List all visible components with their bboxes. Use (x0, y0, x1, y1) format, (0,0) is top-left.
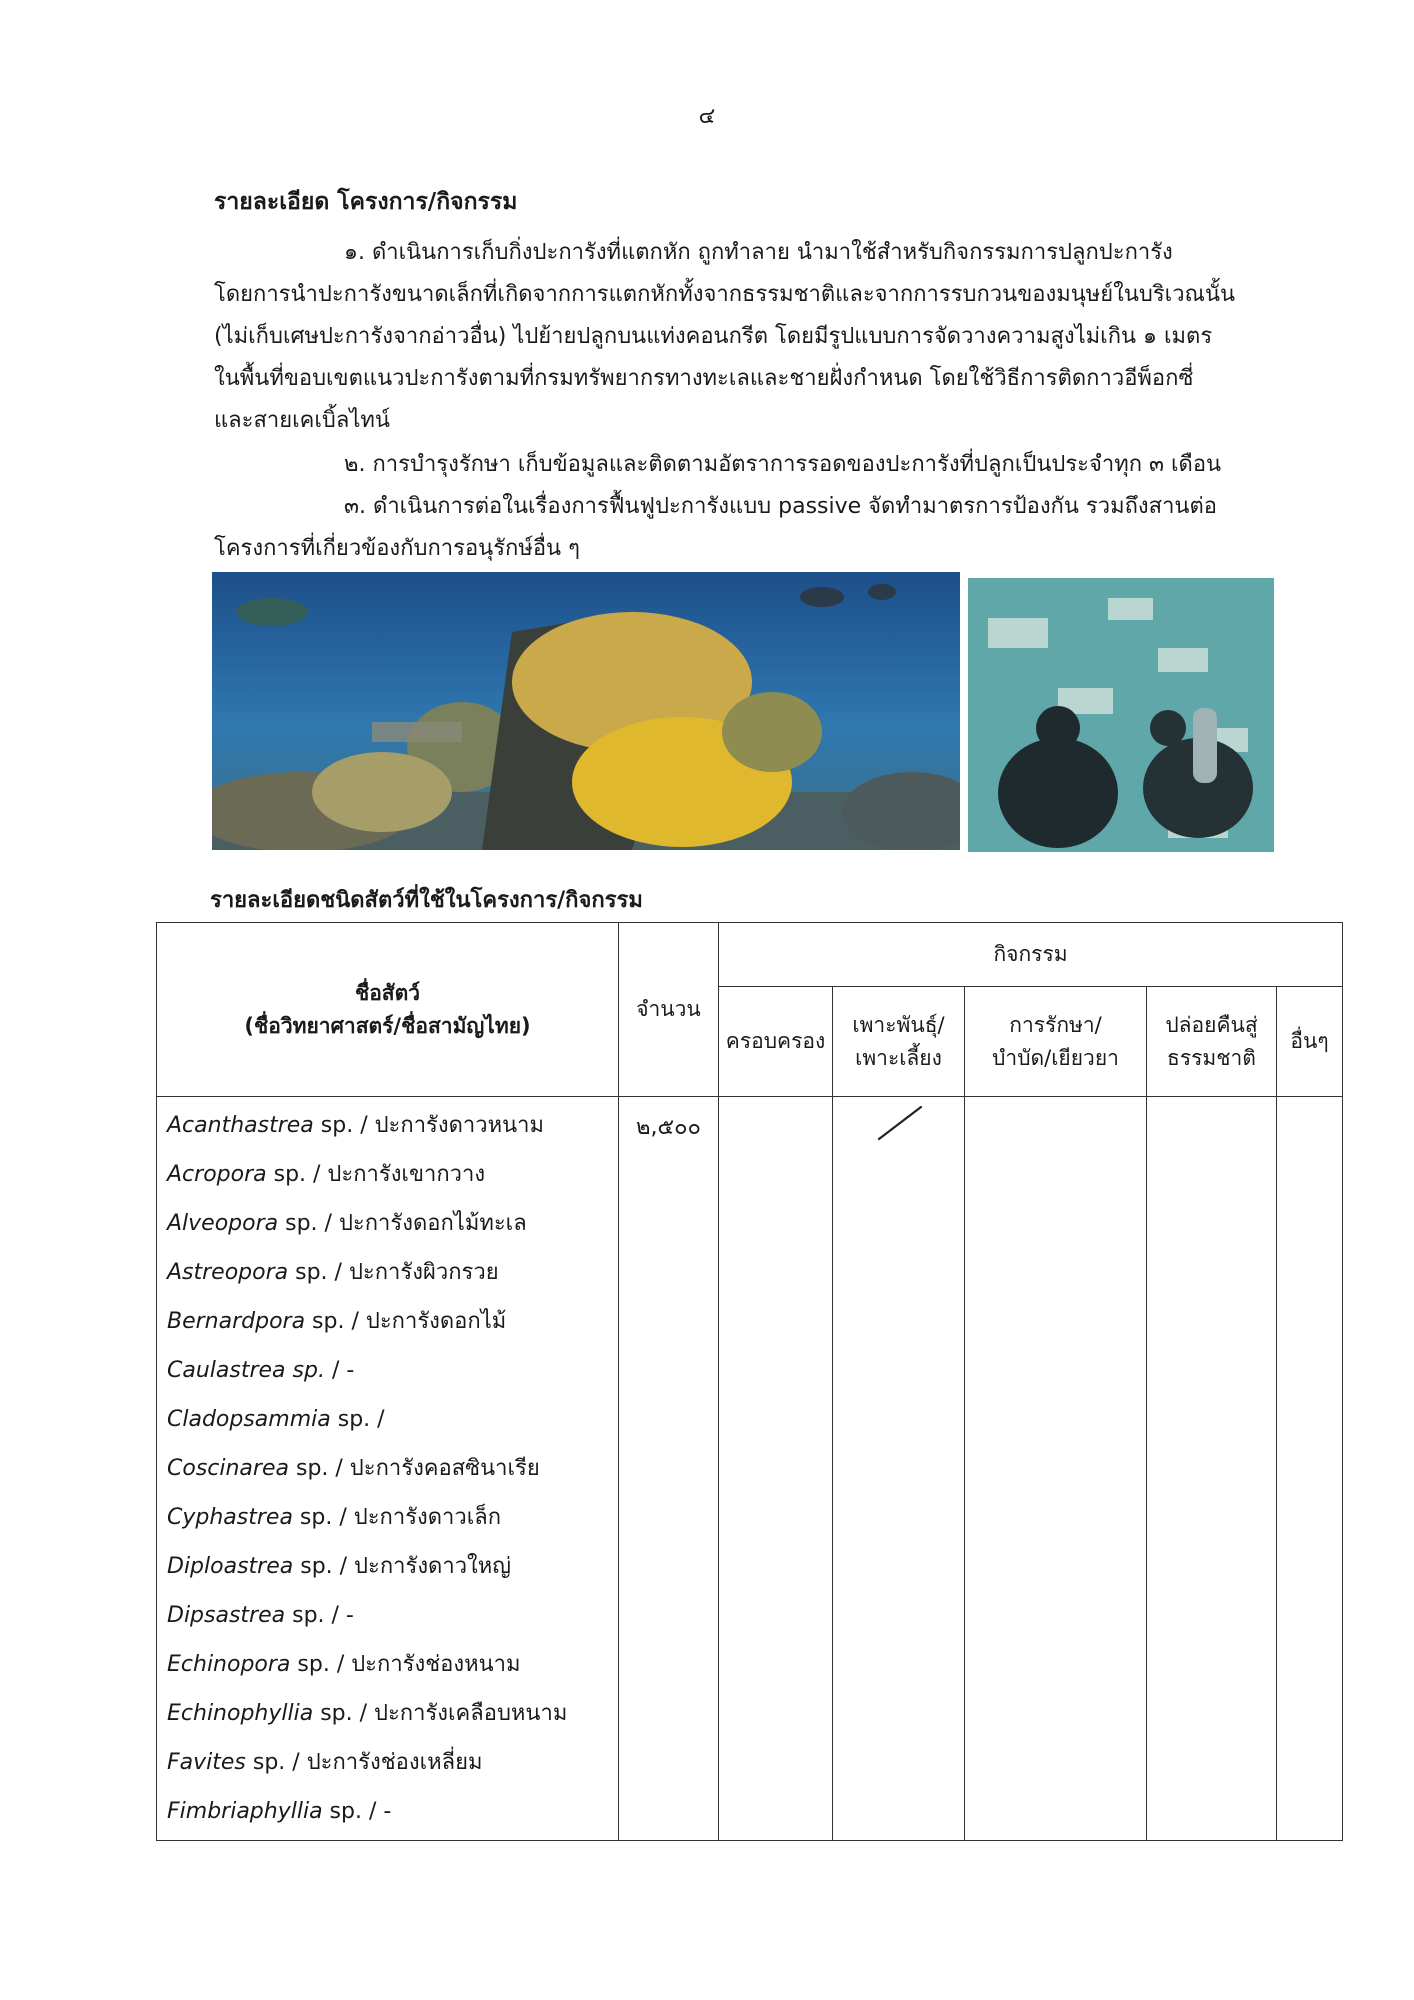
common-name: sp. / ปะการังช่องหนาม (290, 1652, 521, 1677)
section-title: รายละเอียด โครงการ/กิจกรรม (214, 189, 518, 215)
scientific-name: Acropora (167, 1162, 267, 1187)
common-name: sp. / (330, 1407, 385, 1432)
treat-header (965, 987, 1147, 1097)
table-title: รายละเอียดชนิดสัตว์ที่ใช้ในโครงการ/กิจกรรม (210, 888, 643, 913)
paragraph-2 (214, 444, 1274, 486)
species-row (167, 1199, 618, 1248)
species-row (167, 1542, 618, 1591)
paragraph-line: โครงการที่เกี่ยวข้องกับการอนุรักษ์อื่น ๆ (214, 536, 580, 561)
common-name: sp. / - (285, 1603, 354, 1628)
paragraph-3 (214, 486, 1274, 570)
scientific-name: Alveopora (167, 1211, 279, 1236)
species-row (167, 1591, 618, 1640)
common-name: / - (324, 1358, 355, 1383)
name-header-line: (ชื่อวิทยาศาสตร์/ชื่อสามัญไทย) (244, 1013, 531, 1038)
paragraph-line: (ไม่เก็บเศษปะการังจากอ่าวอื่น) ไปย้ายปลูกบนแท่งคอนกรีต โดยมีรูปแบบการจัดวางความสูงไม่เกิน ๑ เมตร (214, 324, 1213, 349)
scientific-name: Acanthastrea (167, 1113, 314, 1138)
species-row (167, 1493, 618, 1542)
other-cell (1277, 1097, 1343, 1841)
scientific-name: Coscinarea (167, 1456, 289, 1481)
release-cell (1147, 1097, 1277, 1841)
paragraph-line: ๒. การบำรุงรักษา เก็บข้อมูลและติดตามอัตราการรอดของปะการังที่ปลูกเป็นประจำทุก ๓ เดือน (344, 452, 1222, 477)
coral-reef-photo (212, 572, 960, 850)
common-name: sp. / ปะการังดอกไม้ (305, 1309, 507, 1334)
other-header: อื่นๆ (1277, 987, 1343, 1097)
scientific-name: Echinopora (167, 1652, 291, 1677)
breed-cell (833, 1097, 965, 1841)
scientific-name: Cladopsammia (167, 1407, 331, 1432)
page-number: ๔ (698, 104, 716, 129)
common-name: sp. / ปะการังดอกไม้ทะเล (278, 1211, 527, 1236)
release-header-line: ปล่อยคืนสู่ (1165, 1012, 1258, 1037)
species-list (157, 1097, 619, 1841)
common-name: sp. / ปะการังผิวกรวย (288, 1260, 499, 1285)
scientific-name: Diploastrea (167, 1554, 294, 1579)
count-header: จำนวน (619, 923, 719, 1097)
scientific-name: Astreopora (167, 1260, 289, 1285)
scientific-name: Fimbriaphyllia (167, 1799, 323, 1824)
scientific-name: Favites (167, 1750, 246, 1775)
species-row (167, 1248, 618, 1297)
paragraph-line: ในพื้นที่ขอบเขตแนวปะการังตามที่กรมทรัพยากรทางทะเลและชายฝั่งกำหนด โดยใช้วิธีการติดกาวอีพ็อกซี่ (214, 366, 1194, 391)
breed-header-line: เพาะพันธุ์/ (852, 1012, 945, 1037)
possess-cell (719, 1097, 833, 1841)
common-name: sp. / ปะการังช่องเหลี่ยม (245, 1750, 483, 1775)
name-header-line: ชื่อสัตว์ (354, 980, 421, 1005)
species-row (167, 1689, 618, 1738)
scientific-name: Cyphastrea (167, 1505, 293, 1530)
breed-header-line: เพาะเลี้ยง (855, 1045, 942, 1070)
species-row (167, 1738, 618, 1787)
species-table (156, 922, 1343, 1841)
common-name: sp. / - (322, 1799, 392, 1824)
paragraph-line: โดยการนำปะการังขนาดเล็กที่เกิดจากการแตกหักทั้งจากธรรมชาติและจากการรบกวนของมนุษย์ในบริเวณนั้น (214, 282, 1236, 307)
treat-cell (965, 1097, 1147, 1841)
check-mark-icon (875, 1103, 925, 1143)
divers-photo (968, 578, 1274, 852)
count-cell: ๒,๕๐๐ (619, 1097, 719, 1841)
species-row (167, 1297, 618, 1346)
paragraph-line: ๓. ดำเนินการต่อในเรื่องการฟื้นฟูปะการังแบบ passive จัดทำมาตรการป้องกัน รวมถึงสานต่อ (344, 494, 1217, 519)
species-row (167, 1787, 618, 1836)
common-name: sp. / ปะการังดาวหนาม (313, 1113, 544, 1138)
common-name: sp. / ปะการังดาวเล็ก (292, 1505, 502, 1530)
breed-header (833, 987, 965, 1097)
species-row (167, 1346, 618, 1395)
species-row (167, 1395, 618, 1444)
treat-header-line: การรักษา/ (1009, 1012, 1102, 1037)
common-name: sp. / ปะการังดาวใหญ่ (293, 1554, 512, 1579)
scientific-name: Dipsastrea (167, 1603, 286, 1628)
scientific-name: Bernardpora (167, 1309, 306, 1334)
treat-header-line: บำบัด/เยียวยา (992, 1045, 1119, 1070)
paragraph-line: และสายเคเบิ้ลไทน์ (214, 408, 390, 433)
paragraph-1 (214, 232, 1274, 442)
release-header (1147, 987, 1277, 1097)
species-row (167, 1640, 618, 1689)
scientific-name: Caulastrea sp. (167, 1358, 325, 1383)
common-name: sp. / ปะการังเคลือบหนาม (313, 1701, 568, 1726)
name-header (157, 923, 619, 1097)
species-row (167, 1150, 618, 1199)
release-header-line: ธรรมชาติ (1167, 1045, 1256, 1070)
activity-header: กิจกรรม (719, 923, 1343, 987)
paragraph-line: ๑. ดำเนินการเก็บกิ่งปะการังที่แตกหัก ถูกทำลาย นำมาใช้สำหรับกิจกรรมการปลูกปะการัง (344, 240, 1173, 265)
possess-header: ครอบครอง (719, 987, 833, 1097)
scientific-name: Echinophyllia (167, 1701, 314, 1726)
species-row (167, 1444, 618, 1493)
species-row (167, 1101, 618, 1150)
common-name: sp. / ปะการังคอสซินาเรีย (288, 1456, 540, 1481)
common-name: sp. / ปะการังเขากวาง (266, 1162, 486, 1187)
